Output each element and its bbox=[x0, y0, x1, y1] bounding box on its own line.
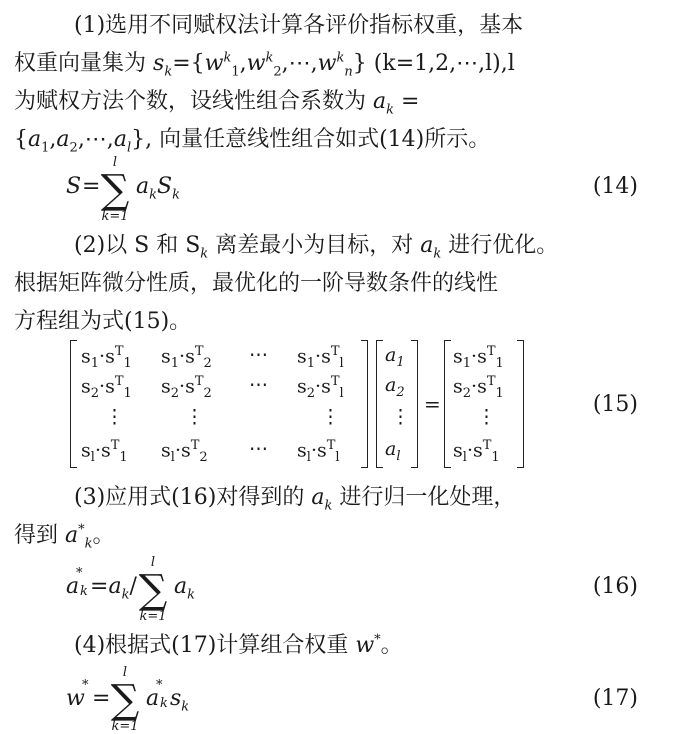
para2-line3: 方程组为式(15)。 bbox=[14, 309, 192, 334]
equation-14: S = l ∑ k=1 $a_kS_k$ (14) bbox=[66, 155, 638, 224]
para1-line1: (1)选用不同赋权法计算各评价指标权重，基本 bbox=[74, 13, 524, 38]
equation-number-17: (17) bbox=[592, 686, 638, 711]
sum-symbol: l ∑ k=1 bbox=[100, 155, 130, 224]
para3-line1: (3)应用式(16)对得到的 $a_k$ 进行归一化处理， bbox=[74, 485, 516, 514]
sum-symbol: l ∑ k=1 bbox=[110, 665, 140, 734]
equation-17: w * = l ∑ k=1 a * k $s_k$ (17) bbox=[66, 665, 638, 734]
para4-line1: (4)根据式(17)计算组合权重 w*。 bbox=[74, 632, 403, 658]
document-page: (1)选用不同赋权法计算各评价指标权重，基本 权重向量集为 $s_k=\{w^k_1,w^k_2,\cdots,w^k_n\}$ (k=1,2,⋯,l),l 为赋权方法个数，设线性组合系数为 $a_k$ = $\{a_1,a_2,\cdots,a_l\}$, 向量任意线性组合如式(14)所示。 S = l ∑ k=1 $a_kS_k$ (14) (2)以 S 和 $S_k$ 离差最小为目标，对 $a_k$ 进行优化。 根据矩阵微分性质，最优化的一阶导数条件的线性 方程组为式(15)。 $s_1\cdot s^T_1$ $s_1\cdot s^T_2$ ⋯ $s_1\cdot s^T_l$ $s_2\cdot s^T_1$ $s_2\cdot s^T_2$ ⋯ $s_2\cdot s^T_l$ ⋮ ⋮ ⋮ $s_l\cdot s^T_1$ $s_l\cdot s^T_2$ ⋯ $s_l\cdot s^T_l$ $a_1$ $a_2$ ⋮ $a_l$ = $s_1\cdot s^T_1$ $s_2\cdot s^T_1$ ⋮ $s_l\cdot s^T_1$ (15) (3)应用式(16)对得到的 $a_k$ 进行归一化处理， 得到 $a^*_k$。 a * k $=a_k/$ l ∑ k=1 $a_k$ (16) (4)根据式(17)计算组合权重 w*。 w * = l ∑ k=1 a * k $s_k$ (17) bbox=[0, 0, 676, 729]
sum-symbol: l ∑ k=1 bbox=[138, 555, 168, 624]
matrix-left: $s_1\cdot s^T_1$ $s_1\cdot s^T_2$ ⋯ $s_1\cdot s^T_l$ $s_2\cdot s^T_1$ $s_2\cdot s^T_2$ ⋯ $s_2\cdot s^T_l$ ⋮ ⋮ ⋮ $s_l\cdot s^T_1$ $s_l\cdot s^T_2$ ⋯ $s_l\cdot s^T_l$ bbox=[70, 340, 368, 468]
para1-line2: 权重向量集为 $s_k=\{w^k_1,w^k_2,\cdots,w^k_n\}$ (k=1,2,⋯,l),l bbox=[14, 50, 515, 80]
equation-number-14: (14) bbox=[592, 174, 638, 199]
para2-line2: 根据矩阵微分性质，最优化的一阶导数条件的线性 bbox=[14, 271, 499, 296]
equation-number-15: (15) bbox=[592, 392, 638, 417]
para2-line1: (2)以 S 和 $S_k$ 离差最小为目标，对 $a_k$ 进行优化。 bbox=[74, 233, 559, 262]
equation-number-16: (16) bbox=[592, 574, 638, 599]
equation-16: a * k $=a_k/$ l ∑ k=1 $a_k$ (16) bbox=[66, 555, 638, 624]
para3-line2: 得到 $a^*_k$。 bbox=[14, 522, 115, 552]
vector-right: $s_1\cdot s^T_1$ $s_2\cdot s^T_1$ ⋮ $s_l\cdot s^T_1$ bbox=[444, 340, 524, 468]
para1-line4: $\{a_1,a_2,\cdots,a_l\}$, 向量任意线性组合如式(14)所示。 bbox=[14, 127, 491, 156]
vector-a: $a_1$ $a_2$ ⋮ $a_l$ bbox=[376, 340, 418, 468]
para1-line3: 为赋权方法个数，设线性组合系数为 $a_k$ = bbox=[14, 89, 420, 118]
